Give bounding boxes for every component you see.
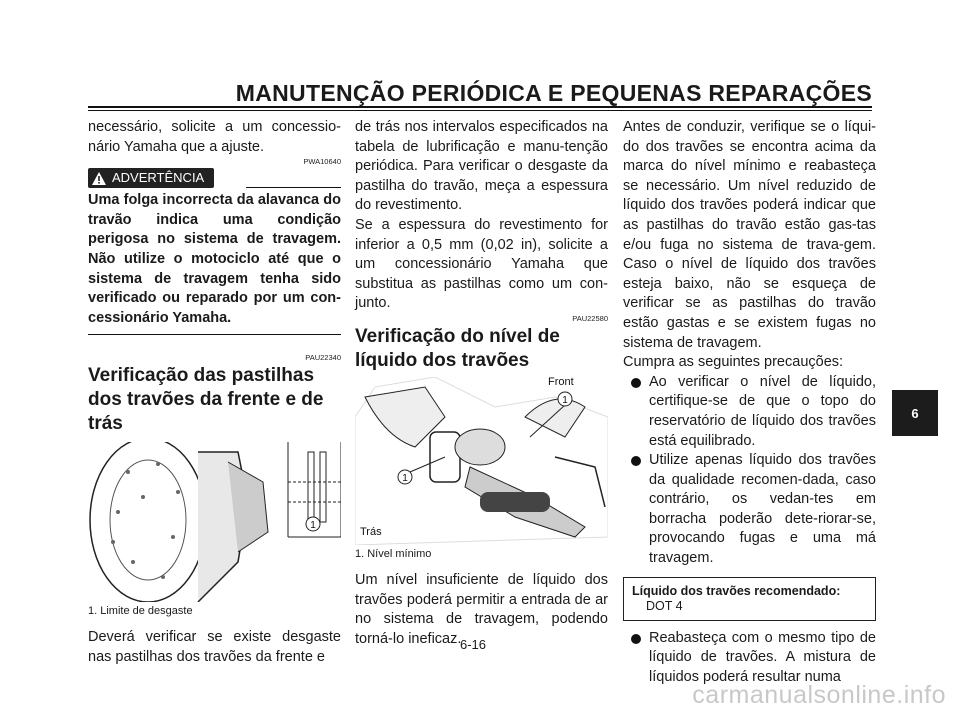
page-header-title: MANUTENÇÃO PERIÓDICA E PEQUENAS REPARAÇÕES [235,80,872,106]
spec-box [623,577,876,621]
list-item: Reabasteça com o mesmo tipo de líquido de travões. A mistura de líquidos poderá resultar numa [623,629,876,688]
bullet-icon [631,378,641,388]
spec-title: Líquido dos travões recomendado: [632,583,841,598]
paragraph: Se a espessura do revestimento for inferior a 0,5 mm (0,02 in), solicite a um concessionário Yamaha que substitua as pastilhas como um con-junto. [355,216,608,312]
warning-text: Uma folga incorrecta da alavanca do travão indica uma condição perigosa no sistema de travagem. Não utilize o motociclo até que o sistema de travagem tenha sido verificado ou reparado por um con-cessionário Yamaha. [88,192,341,326]
header-rule [88,106,872,108]
paragraph: Cumpra as seguintes precauções: [623,354,844,371]
paragraph: Antes de conduzir, verifique se o líqui-do dos travões se encontra acima da marca do nível mínimo e reabasteça se necessário. Um nível reduzido de líquido dos travões poderá indicar que as pastilhas do travão estão gas-tas e/ou fuga no sistema de trava-gem. Caso o nível de líquido dos travões esteja baixo, não se esqueça de verificar se as pastilhas do travão estão gastas e se existem fugas no sistema de travagem. [623,119,876,351]
chapter-tab: 6 [892,390,938,436]
rear-label: Trás [360,525,382,538]
figure-callout: 1 [402,472,408,484]
warning-end-rule [88,334,341,335]
watermark: carmanualsonline.info [692,681,946,709]
spec-value: DOT 4 [646,598,683,613]
column-3 [623,118,876,687]
column-2 [355,118,608,649]
page-number: 6-16 [460,637,487,652]
figure-caption: 1. Limite de desgaste [88,605,193,618]
paragraph: Deverá verificar se existe desgaste nas pastilhas dos travões da frente e [88,629,341,666]
warning-badge [88,168,214,188]
section-code: PAU22340 [305,353,341,363]
list-item: Ao verificar o nível de líquido, certifique-se de que o topo do reservatório de líquido dos travões está equilibrado. [623,373,876,451]
precautions-list [623,373,876,569]
paragraph: de trás nos intervalos especificados na tabela de lubrificação e manu-tenção periódica. Para verificar o desgaste da pastilha do travão, meça a espessura do revestimento. [355,119,608,214]
section-heading: Verificação do nível de líquido dos travões [355,325,560,371]
bullet-icon [631,456,641,466]
brake-pad-illustration [88,442,341,602]
figure-callout: 1 [310,520,316,532]
paragraph: necessário, solicite a um concessio-nário Yamaha que a ajuste. [88,119,341,155]
warning-rule [246,187,341,188]
list-item: Utilize apenas líquido dos travões da qualidade recomen-dada, caso contrário, os vedan-tes em borracha poderão dete-riorar-se, provocando fugas e uma má travagem. [623,451,876,569]
figure-caption: 1. Nível mínimo [355,547,432,560]
section-code: PAU22580 [572,313,608,323]
paragraph: Um nível insuficiente de líquido dos travões poderá permitir a entrada de ar no sistema de travagem, podendo torná-lo ineficaz. [355,571,608,647]
precautions-list [623,629,876,688]
warning-triangle-icon [92,172,106,185]
figure-callout: 1 [562,394,568,406]
column-1 [88,118,341,668]
bullet-icon [631,634,641,644]
front-label: Front [548,376,574,388]
header-rule-thin [88,110,872,111]
brake-reservoir-illustration [355,377,608,545]
warning-label: ADVERTÊNCIA [112,170,205,186]
section-heading: Verificação das pastilhas dos travões da frente e de trás [88,365,324,435]
warning-code: PWA10640 [303,157,341,167]
